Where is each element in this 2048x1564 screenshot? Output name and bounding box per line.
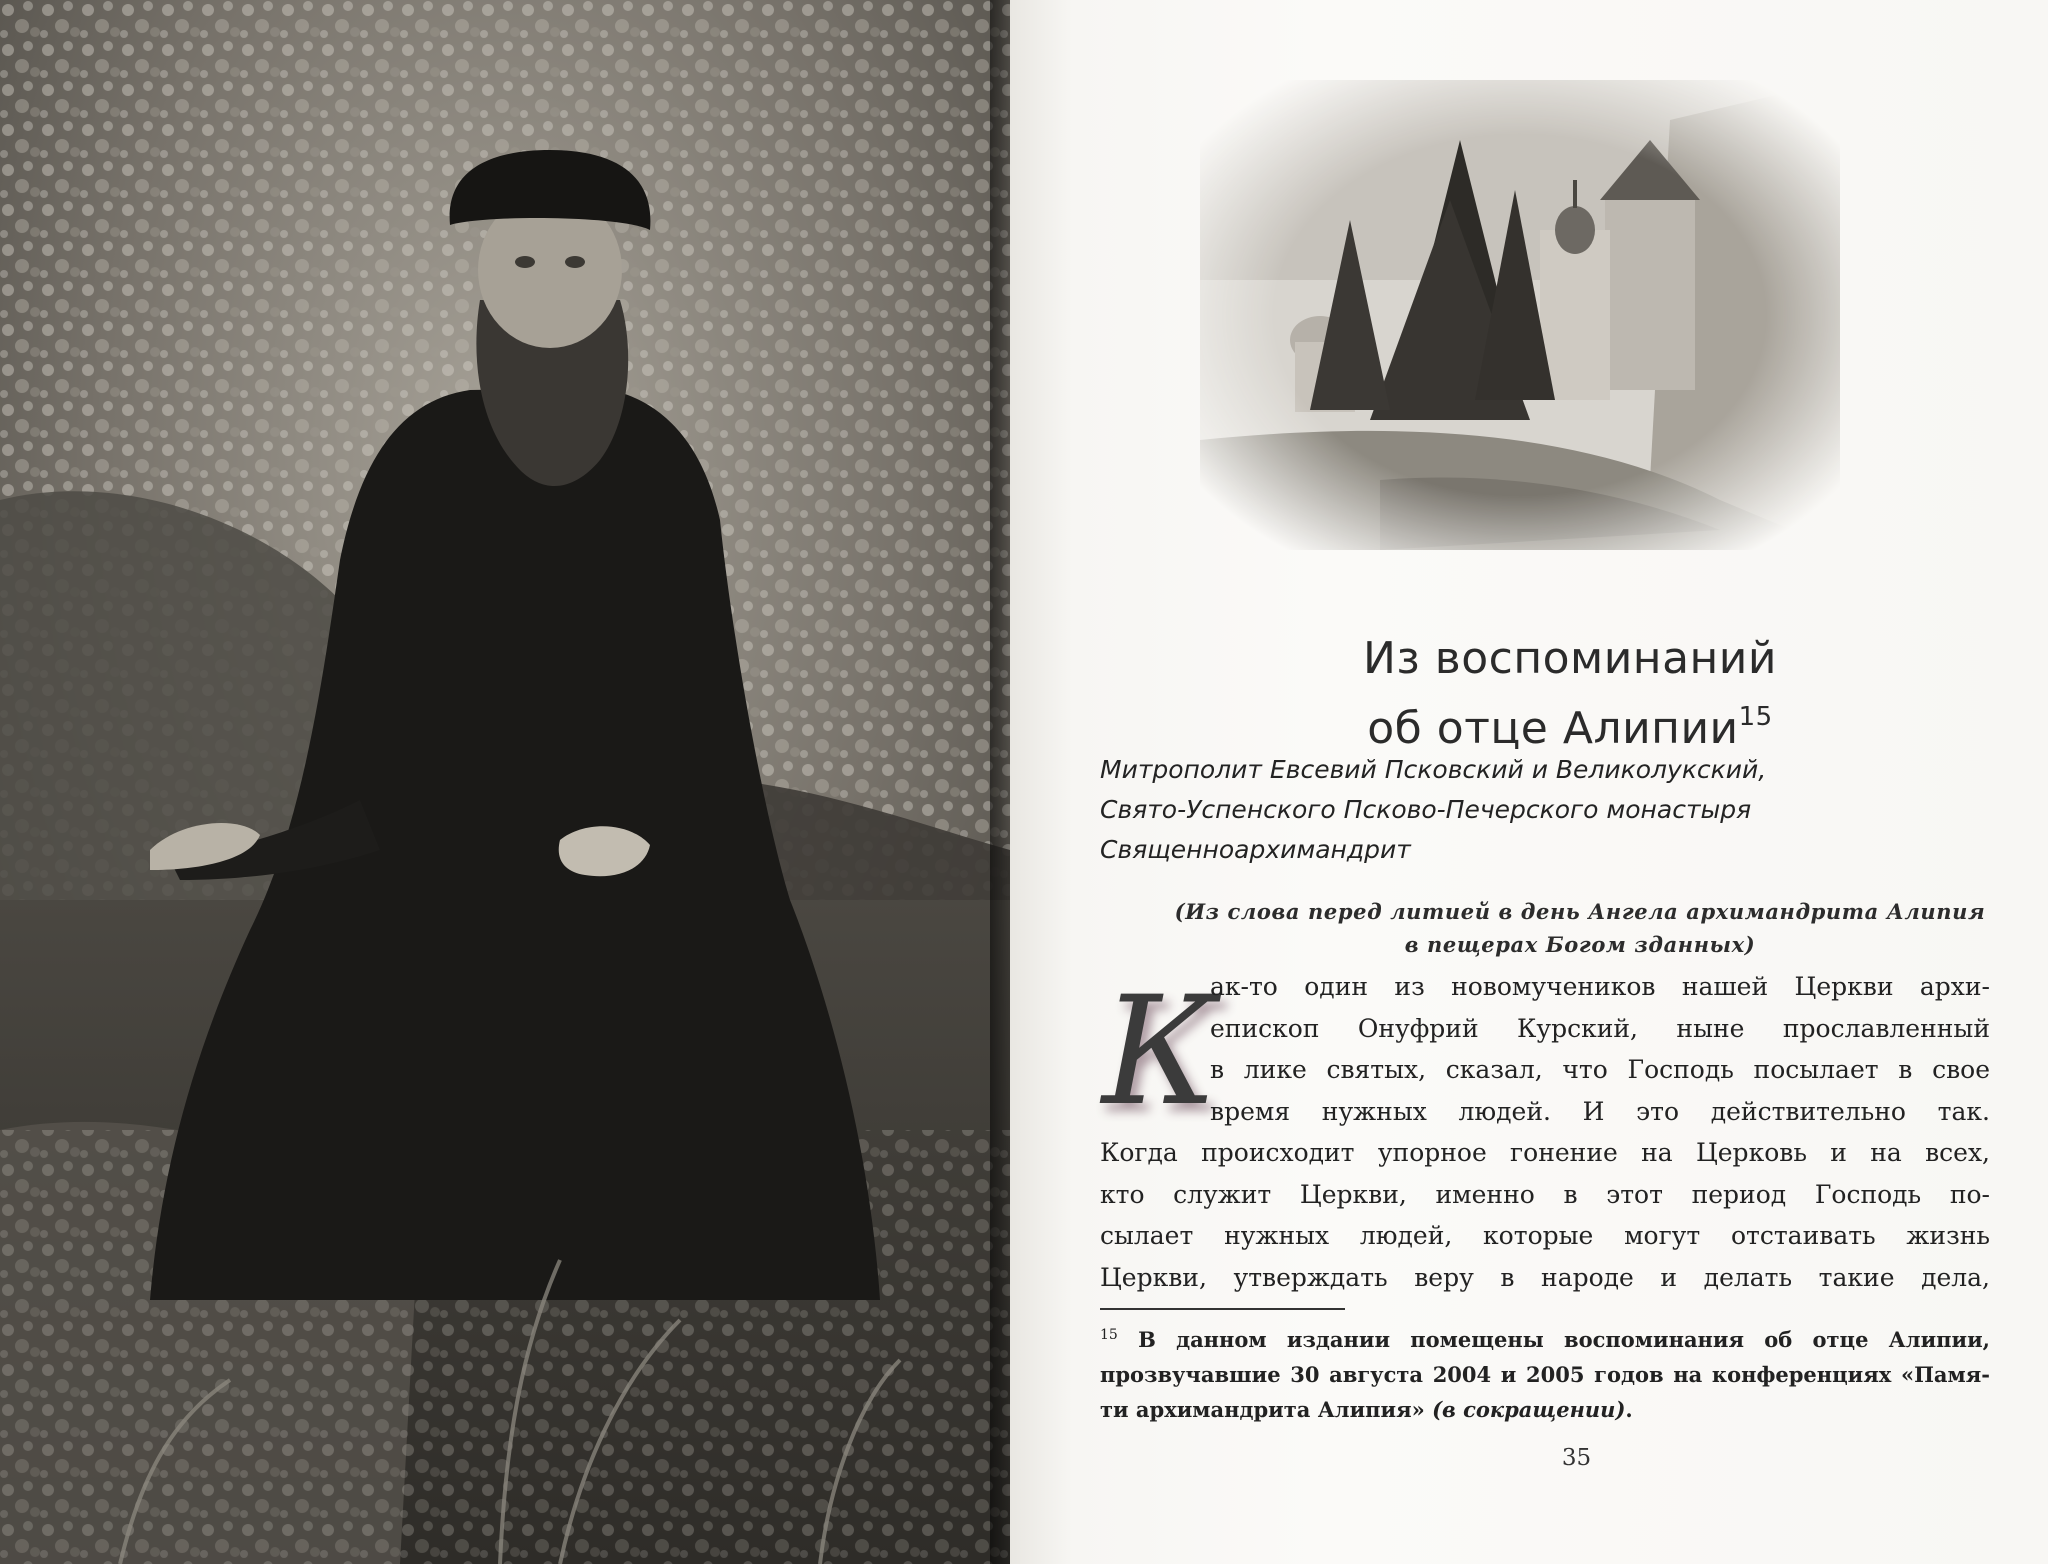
footnote [1100, 1318, 1990, 1427]
footnote-line-3-em: (в сокращении) [1432, 1397, 1626, 1422]
author-line-2: Свято-Успенского Псково-Печерского монастыря [1100, 795, 1752, 824]
monastery-photo [1200, 80, 1840, 550]
body-line: ак-то один из новомучеников нашей Церкви архи- [1210, 972, 1990, 1001]
epigraph-line-2: в пещерах Богом зданных) [1404, 932, 1756, 957]
body-line: кто служит Церкви, именно в этот период Господь по- [1100, 1179, 1990, 1209]
body-text [1100, 966, 1990, 1298]
body-line: Когда происходит упорное гонение на Церковь и на всех, [1100, 1138, 1990, 1167]
body-line: сылает нужных людей, которые могут отстаивать жизнь [1100, 1221, 1990, 1250]
title-footnote-ref[interactable]: 15 [1738, 702, 1773, 732]
page-number: 35 [1561, 1445, 1592, 1471]
footnote-line-3-start: ти архимандрита Алипия» [1100, 1397, 1425, 1422]
body-line: Церкви, утверждать веру в народе и делать такие дела, [1100, 1262, 1990, 1292]
author-line-3: Священноархимандрит [1100, 835, 1411, 864]
footnote-line-3-end: . [1625, 1397, 1633, 1422]
right-page [1010, 0, 2048, 1564]
author-attribution [1100, 750, 1960, 870]
title-line-1: Из воспоминаний [1362, 633, 1777, 684]
footnote-number: 15 [1100, 1327, 1118, 1343]
body-line: епископ Онуфрий Курский, ныне прославленный [1210, 1013, 1990, 1043]
monk-portrait-photo [0, 0, 1010, 1564]
body-line: время нужных людей. И это действительно так. [1210, 1096, 1990, 1126]
left-page [0, 0, 1010, 1564]
footnote-line-2: прозвучавшие 30 августа 2004 и 2005 годов на конференциях «Памя- [1100, 1362, 1990, 1387]
epigraph-line-1: (Из слова перед литией в день Ангела архимандрита Алипия [1174, 899, 1986, 924]
footnote-line-1: В данном издании помещены воспоминания об отце Алипии, [1138, 1327, 1990, 1352]
author-line-1: Митрополит Евсевий Псковский и Великолукский, [1100, 755, 1767, 784]
drop-cap: К [1102, 965, 1219, 1139]
title-line-2: об отце Алипии [1367, 703, 1739, 754]
chapter-title [1010, 630, 2048, 758]
book-gutter-shadow [990, 0, 1010, 1564]
footnote-rule [1100, 1308, 1345, 1310]
body-line: в лике святых, сказал, что Господь посылает в свое [1210, 1055, 1990, 1084]
epigraph [1170, 895, 1990, 961]
